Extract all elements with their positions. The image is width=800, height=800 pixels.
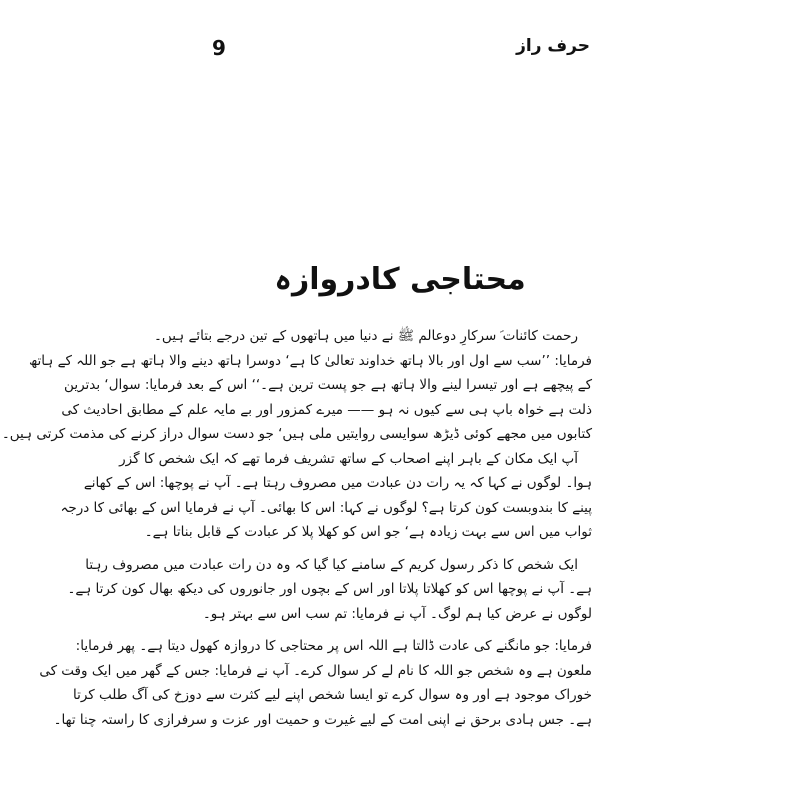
text-line: ہوا۔ لوگوں نے کہا کہ یہ رات دن عبادت میں مصروف رہتا ہے۔ آپ نے پوچھا: اس کے کھانے bbox=[83, 475, 592, 491]
text-line: ذلت ہے خواہ باپ ہی سے کیوں نہ ہو —— میرے کمزور اور بے مایہ علم کے مطابق احادیث کی bbox=[61, 401, 592, 418]
text-line: کے پیچھے ہے اور تیسرا لینے والا ہاتھ ہے جو پست ترین ہے۔‘‘ اس کے بعد فرمایا: سوال‘ بدترین bbox=[64, 377, 592, 393]
text-line: ہے۔ جس ہادی برحق نے اپنی امت کے لیے غیرت و حمیت اور عزت و سرفرازی کا راستہ چنا تھا۔ bbox=[53, 711, 592, 728]
text-line: کتابوں میں مجھے کوئی ڈیڑھ سوایسی روایتیں ملی ہیں‘ جو دست سوال دراز کرنے کی مذمت کرتی ہیں۔ bbox=[1, 426, 592, 442]
text-line: ہے۔ آپ نے پوچھا اس کو کھلاتا پلاتا اور اس کے بچوں اور جانوروں کی دیکھ بھال کون کرتا ہے۔ bbox=[67, 581, 592, 597]
page-number: 9 bbox=[212, 36, 226, 60]
text-line: رحمت کائنات ؐ سرکارِ دوعالم ﷺ نے دنیا میں ہاتھوں کے تین درجے بتائے ہیں۔ bbox=[154, 328, 578, 344]
text-line: خوراک موجود ہے اور وہ سوال کرے تو ایسا شخص اپنے لیے کثرت سے دوزخ کی آگ طلب کرتا bbox=[72, 687, 592, 703]
text-line: فرمایا: ’’سب سے اول اور بالا ہاتھ خداوند تعالیٰ کا ہے‘ دوسرا ہاتھ دینے والا ہاتھ ہے جو اللہ کے ہاتھ bbox=[29, 352, 592, 369]
running-header-title: حرف راز bbox=[516, 36, 590, 56]
text-line: پینے کا بندوبست کون کرتا ہے؟ لوگوں نے کہا: اس کا بھائی۔ آپ نے فرمایا اس کے بھائی کا درجہ bbox=[60, 499, 592, 516]
chapter-title: محتاجی کادروازہ bbox=[274, 262, 526, 297]
text-line: فرمایا: جو مانگنے کی عادت ڈالتا ہے اللہ اس پر محتاجی کا دروازہ کھول دیتا ہے۔ پھر فرمایا: bbox=[75, 638, 592, 654]
text-line: لوگوں نے عرض کیا ہم لوگ۔ آپ نے فرمایا: تم سب اس سے بہتر ہو۔ bbox=[202, 605, 592, 622]
text-line: ثواب میں اس سے بہت زیادہ ہے‘ جو اس کو کھلا پلا کر عبادت کے قابل بناتا ہے۔ bbox=[144, 524, 592, 540]
body-text bbox=[1, 324, 592, 732]
text-line: ملعون ہے وہ شخص جو اللہ کا نام لے کر سوال کرے۔ آپ نے فرمایا: جس کے گھر میں ایک وقت کی bbox=[39, 662, 592, 679]
text-line: ایک شخص کا ذکر رسول کریم کے سامنے کیا گیا کہ وہ دن رات عبادت میں مصروف رہتا bbox=[85, 556, 578, 573]
text-line: آپ ایک مکان کے باہر اپنے اصحاب کے ساتھ تشریف فرما تھے کہ ایک شخص کا گزر bbox=[119, 450, 578, 467]
